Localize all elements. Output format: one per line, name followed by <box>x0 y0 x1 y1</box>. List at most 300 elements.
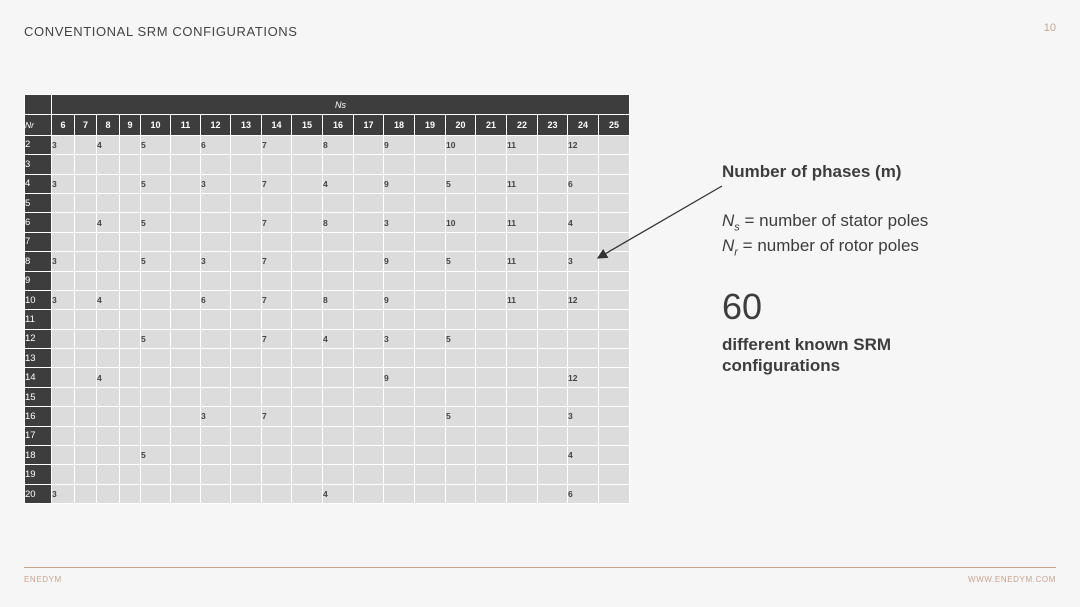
phase-count-cell <box>292 465 323 484</box>
phase-count-cell: 3 <box>201 407 231 426</box>
ns-column-header: 24 <box>568 115 599 135</box>
phase-count-cell <box>599 174 630 193</box>
phase-count-cell: 3 <box>52 290 75 309</box>
phase-count-cell <box>97 387 120 406</box>
phase-count-cell <box>354 135 384 154</box>
phase-count-cell: 5 <box>141 252 171 271</box>
phase-count-cell <box>171 271 201 290</box>
nr-row-label: 9 <box>25 271 52 290</box>
phase-count-cell <box>171 193 201 212</box>
phase-count-cell: 5 <box>141 446 171 465</box>
phase-count-cell <box>599 232 630 251</box>
phase-count-cell <box>262 349 292 368</box>
phase-count-cell <box>476 290 507 309</box>
phase-count-cell <box>120 232 141 251</box>
phase-count-cell <box>120 349 141 368</box>
phase-count-cell <box>599 426 630 445</box>
phase-count-cell <box>354 349 384 368</box>
phase-count-cell: 4 <box>323 484 354 503</box>
phase-count-cell: 4 <box>97 213 120 232</box>
phase-count-cell <box>446 446 476 465</box>
phase-count-cell <box>52 465 75 484</box>
phase-count-cell <box>323 193 354 212</box>
phase-count-cell <box>97 155 120 174</box>
ns-column-header: 10 <box>141 115 171 135</box>
phase-count-cell <box>120 407 141 426</box>
phase-count-cell <box>292 407 323 426</box>
phase-count-cell <box>201 232 231 251</box>
phase-count-cell <box>201 387 231 406</box>
phase-count-cell: 3 <box>52 174 75 193</box>
nr-row-label: 11 <box>25 310 52 329</box>
phase-count-cell: 7 <box>262 329 292 348</box>
phase-count-cell <box>384 446 415 465</box>
page-number: 10 <box>1043 22 1056 34</box>
phase-count-cell <box>354 484 384 503</box>
phase-count-cell <box>415 484 446 503</box>
phase-count-cell <box>599 407 630 426</box>
phase-count-cell <box>599 290 630 309</box>
phase-count-cell <box>599 135 630 154</box>
phase-count-cell <box>568 193 599 212</box>
phase-count-cell <box>599 349 630 368</box>
table-row <box>25 484 630 503</box>
phase-count-cell <box>568 155 599 174</box>
table-row <box>25 271 630 290</box>
phase-count-cell: 9 <box>384 135 415 154</box>
phase-count-cell <box>538 135 568 154</box>
phase-count-cell <box>384 426 415 445</box>
phase-count-cell <box>231 329 262 348</box>
phase-count-cell <box>262 387 292 406</box>
phase-count-cell <box>231 465 262 484</box>
phase-count-cell <box>323 349 354 368</box>
phase-count-cell <box>354 368 384 387</box>
phase-count-cell: 10 <box>446 135 476 154</box>
phase-count-cell <box>446 290 476 309</box>
phase-count-cell <box>354 155 384 174</box>
phase-count-cell <box>201 465 231 484</box>
table-row <box>25 290 630 309</box>
phase-count-cell <box>476 252 507 271</box>
phase-count-cell <box>538 329 568 348</box>
phase-count-cell <box>292 155 323 174</box>
website-url: WWW.ENEDYM.COM <box>968 575 1056 584</box>
phase-count-cell <box>599 484 630 503</box>
phase-count-cell <box>52 426 75 445</box>
phase-count-cell: 11 <box>507 135 538 154</box>
phase-count-cell <box>141 407 171 426</box>
phase-count-cell <box>141 232 171 251</box>
ns-subscript: s <box>734 221 740 234</box>
ns-column-header: 21 <box>476 115 507 135</box>
phase-count-cell <box>384 484 415 503</box>
phase-count-cell <box>354 271 384 290</box>
nr-row-label: 6 <box>25 213 52 232</box>
phase-count-cell <box>171 329 201 348</box>
phase-count-cell <box>120 368 141 387</box>
phase-count-cell <box>538 368 568 387</box>
nr-row-label: 8 <box>25 252 52 271</box>
phase-count-cell <box>201 155 231 174</box>
slide-title: CONVENTIONAL SRM CONFIGURATIONS <box>24 24 298 39</box>
ns-symbol: N <box>722 211 735 230</box>
table-row <box>25 387 630 406</box>
phase-count-cell <box>201 310 231 329</box>
phase-count-cell <box>120 135 141 154</box>
phase-count-cell <box>201 213 231 232</box>
phase-count-cell <box>476 135 507 154</box>
phase-count-cell <box>292 349 323 368</box>
phase-count-cell: 5 <box>141 213 171 232</box>
phase-count-cell <box>75 193 97 212</box>
ns-axis-label: Ns <box>52 95 630 115</box>
phase-count-cell <box>476 193 507 212</box>
table-row <box>25 407 630 426</box>
table-row <box>25 329 630 348</box>
phase-count-cell <box>568 426 599 445</box>
phase-count-cell <box>507 368 538 387</box>
phase-count-cell <box>354 407 384 426</box>
phase-count-cell <box>415 174 446 193</box>
ns-column-header: 6 <box>52 115 75 135</box>
phase-count-cell <box>507 271 538 290</box>
phase-count-cell <box>538 349 568 368</box>
phase-count-cell: 5 <box>446 407 476 426</box>
phase-count-cell <box>568 465 599 484</box>
phase-count-cell: 4 <box>323 329 354 348</box>
phase-count-cell <box>538 290 568 309</box>
phase-count-cell: 4 <box>97 368 120 387</box>
phase-count-cell: 3 <box>568 252 599 271</box>
phase-count-cell <box>354 252 384 271</box>
phase-count-cell <box>538 426 568 445</box>
phase-count-cell <box>201 426 231 445</box>
phase-count-cell <box>171 484 201 503</box>
phase-count-cell <box>262 368 292 387</box>
phase-count-cell: 7 <box>262 174 292 193</box>
phase-count-cell <box>384 155 415 174</box>
column-header-row <box>25 115 630 135</box>
phase-count-cell: 6 <box>201 290 231 309</box>
ns-column-header: 23 <box>538 115 568 135</box>
phase-count-cell <box>75 407 97 426</box>
phase-count-cell <box>446 465 476 484</box>
phase-count-cell <box>120 193 141 212</box>
phase-count-cell <box>599 310 630 329</box>
phase-count-cell <box>384 310 415 329</box>
srm-configuration-table <box>24 94 630 504</box>
phase-count-cell <box>292 446 323 465</box>
phase-count-cell <box>507 465 538 484</box>
phase-count-cell <box>323 232 354 251</box>
phase-count-cell <box>476 426 507 445</box>
phase-count-cell: 11 <box>507 252 538 271</box>
nr-text: = number of rotor poles <box>737 236 919 255</box>
phase-count-cell: 11 <box>507 174 538 193</box>
phase-count-cell <box>171 232 201 251</box>
phase-count-cell <box>476 155 507 174</box>
ns-header-row <box>25 95 630 115</box>
phase-count-cell <box>507 310 538 329</box>
ns-column-header: 20 <box>446 115 476 135</box>
phase-count-cell <box>75 155 97 174</box>
phase-count-cell <box>97 349 120 368</box>
phase-count-cell <box>446 232 476 251</box>
phase-count-cell <box>292 368 323 387</box>
phase-count-cell <box>201 329 231 348</box>
phase-count-cell <box>538 407 568 426</box>
phase-count-cell <box>446 310 476 329</box>
configuration-count: 60 <box>722 286 763 327</box>
phase-count-cell <box>52 310 75 329</box>
phase-count-cell <box>75 446 97 465</box>
phase-count-cell <box>262 232 292 251</box>
phase-count-cell: 5 <box>446 252 476 271</box>
phase-count-cell <box>476 407 507 426</box>
phase-count-cell <box>262 446 292 465</box>
nr-subscript: r <box>734 246 738 259</box>
phase-count-cell <box>97 446 120 465</box>
phase-count-cell <box>292 174 323 193</box>
phase-count-cell <box>171 368 201 387</box>
brand-name: ENEDYM <box>24 575 62 584</box>
phase-count-cell <box>75 213 97 232</box>
ns-column-header: 9 <box>120 115 141 135</box>
phase-count-cell: 3 <box>384 329 415 348</box>
phase-count-cell <box>141 271 171 290</box>
phase-count-cell <box>171 135 201 154</box>
phase-count-cell <box>538 446 568 465</box>
phase-count-cell <box>292 232 323 251</box>
nr-row-label: 2 <box>25 135 52 154</box>
phase-count-cell <box>599 155 630 174</box>
phase-count-cell <box>120 310 141 329</box>
ns-column-header: 11 <box>171 115 201 135</box>
phase-count-cell <box>171 465 201 484</box>
nr-row-label: 12 <box>25 329 52 348</box>
phase-count-cell <box>171 446 201 465</box>
phase-count-cell <box>354 387 384 406</box>
phase-count-cell <box>415 193 446 212</box>
phase-count-cell <box>292 387 323 406</box>
phase-count-cell: 5 <box>141 329 171 348</box>
phase-count-cell: 7 <box>262 252 292 271</box>
nr-row-label: 5 <box>25 193 52 212</box>
phase-count-cell <box>201 193 231 212</box>
phase-count-cell <box>415 446 446 465</box>
phase-count-cell <box>231 213 262 232</box>
phase-count-cell <box>599 329 630 348</box>
phase-count-cell: 7 <box>262 290 292 309</box>
phase-count-cell <box>171 349 201 368</box>
phase-count-cell <box>75 368 97 387</box>
table-row <box>25 135 630 154</box>
phase-count-cell <box>538 252 568 271</box>
phase-count-cell <box>97 484 120 503</box>
ns-column-header: 18 <box>384 115 415 135</box>
nr-row-label: 4 <box>25 174 52 193</box>
phase-count-cell <box>476 213 507 232</box>
phase-count-cell <box>415 368 446 387</box>
phase-count-cell <box>354 174 384 193</box>
phase-count-cell <box>568 329 599 348</box>
phase-count-cell <box>415 329 446 348</box>
phase-count-cell <box>292 310 323 329</box>
ns-definition <box>722 211 928 233</box>
ns-text: = number of stator poles <box>739 211 929 230</box>
phase-count-cell <box>75 465 97 484</box>
phase-count-cell <box>120 446 141 465</box>
phase-count-cell <box>292 484 323 503</box>
table-row <box>25 213 630 232</box>
phase-count-cell <box>507 484 538 503</box>
phase-count-cell <box>538 387 568 406</box>
footer-rule <box>24 567 1056 568</box>
phase-count-cell <box>231 193 262 212</box>
nr-row-label: 3 <box>25 155 52 174</box>
phase-count-cell <box>292 290 323 309</box>
phase-count-cell <box>507 349 538 368</box>
phase-count-cell: 3 <box>52 135 75 154</box>
phase-count-cell <box>120 271 141 290</box>
corner-cell <box>25 95 52 115</box>
phase-count-cell <box>599 213 630 232</box>
phase-count-cell <box>141 290 171 309</box>
phase-count-cell <box>201 349 231 368</box>
phase-count-cell <box>292 271 323 290</box>
phase-count-cell <box>231 135 262 154</box>
phase-count-cell <box>415 135 446 154</box>
phase-count-cell <box>476 310 507 329</box>
phase-count-cell <box>507 232 538 251</box>
phase-count-cell <box>415 232 446 251</box>
phase-count-cell <box>120 174 141 193</box>
table-row <box>25 252 630 271</box>
phase-count-cell <box>384 193 415 212</box>
phase-count-cell <box>141 310 171 329</box>
phase-count-cell: 4 <box>97 135 120 154</box>
phase-count-cell <box>201 271 231 290</box>
phase-count-cell: 8 <box>323 290 354 309</box>
phase-count-cell <box>415 252 446 271</box>
table-row <box>25 368 630 387</box>
ns-column-header: 19 <box>415 115 446 135</box>
phase-count-cell <box>538 174 568 193</box>
phase-count-cell <box>97 271 120 290</box>
phase-count-cell <box>171 407 201 426</box>
phase-count-cell <box>538 465 568 484</box>
phase-count-cell <box>52 329 75 348</box>
phase-count-cell <box>384 407 415 426</box>
phase-count-cell <box>171 290 201 309</box>
phase-count-cell <box>538 310 568 329</box>
phase-count-cell <box>538 155 568 174</box>
phase-count-cell <box>262 193 292 212</box>
phase-count-cell: 5 <box>141 174 171 193</box>
phase-count-cell <box>97 329 120 348</box>
phase-count-cell <box>476 271 507 290</box>
phase-count-cell <box>507 407 538 426</box>
phase-count-cell <box>599 193 630 212</box>
phase-count-cell <box>262 271 292 290</box>
phase-count-cell <box>75 174 97 193</box>
phase-count-cell: 5 <box>141 135 171 154</box>
phase-count-cell <box>384 349 415 368</box>
phase-count-cell <box>231 426 262 445</box>
phase-count-cell <box>446 484 476 503</box>
phase-count-cell <box>231 446 262 465</box>
phase-count-cell <box>538 271 568 290</box>
phase-count-cell <box>292 252 323 271</box>
phase-count-cell: 6 <box>201 135 231 154</box>
phase-count-cell: 3 <box>52 484 75 503</box>
phase-count-cell <box>354 213 384 232</box>
phase-count-cell <box>231 155 262 174</box>
phase-count-cell <box>323 252 354 271</box>
ns-column-header: 25 <box>599 115 630 135</box>
nr-row-label: 20 <box>25 484 52 503</box>
table-row <box>25 446 630 465</box>
phase-count-cell <box>171 387 201 406</box>
phase-count-cell <box>476 368 507 387</box>
phase-count-cell <box>75 426 97 445</box>
phase-count-cell <box>415 426 446 445</box>
phase-count-cell <box>75 290 97 309</box>
table-row <box>25 349 630 368</box>
phase-count-cell <box>415 407 446 426</box>
phase-count-cell <box>415 155 446 174</box>
phase-count-cell: 5 <box>446 329 476 348</box>
table-row <box>25 426 630 445</box>
phase-count-cell <box>507 426 538 445</box>
phase-count-cell: 7 <box>262 135 292 154</box>
phase-count-cell <box>354 426 384 445</box>
phase-count-cell <box>507 387 538 406</box>
phase-count-cell <box>446 271 476 290</box>
phase-count-cell: 4 <box>323 174 354 193</box>
phase-count-cell <box>75 349 97 368</box>
phase-count-cell <box>75 271 97 290</box>
phase-count-cell <box>75 484 97 503</box>
phase-count-cell <box>141 193 171 212</box>
phase-count-cell <box>171 310 201 329</box>
phase-count-cell <box>292 329 323 348</box>
phase-count-cell: 8 <box>323 213 354 232</box>
phase-count-cell <box>231 232 262 251</box>
phase-count-cell <box>141 387 171 406</box>
phase-count-cell <box>141 426 171 445</box>
phase-count-cell: 4 <box>568 446 599 465</box>
phase-count-cell <box>476 465 507 484</box>
phase-count-cell <box>292 426 323 445</box>
phase-count-cell <box>323 368 354 387</box>
phase-count-cell: 10 <box>446 213 476 232</box>
table-row <box>25 193 630 212</box>
nr-row-label: 17 <box>25 426 52 445</box>
phase-count-cell <box>201 368 231 387</box>
phase-count-cell <box>538 232 568 251</box>
phase-count-cell <box>262 465 292 484</box>
phase-count-cell <box>476 232 507 251</box>
phase-count-cell: 12 <box>568 368 599 387</box>
phase-count-cell: 9 <box>384 174 415 193</box>
phase-count-cell <box>507 155 538 174</box>
phase-count-cell <box>415 349 446 368</box>
phase-count-cell <box>354 446 384 465</box>
phase-count-cell: 12 <box>568 135 599 154</box>
phase-count-cell <box>568 271 599 290</box>
